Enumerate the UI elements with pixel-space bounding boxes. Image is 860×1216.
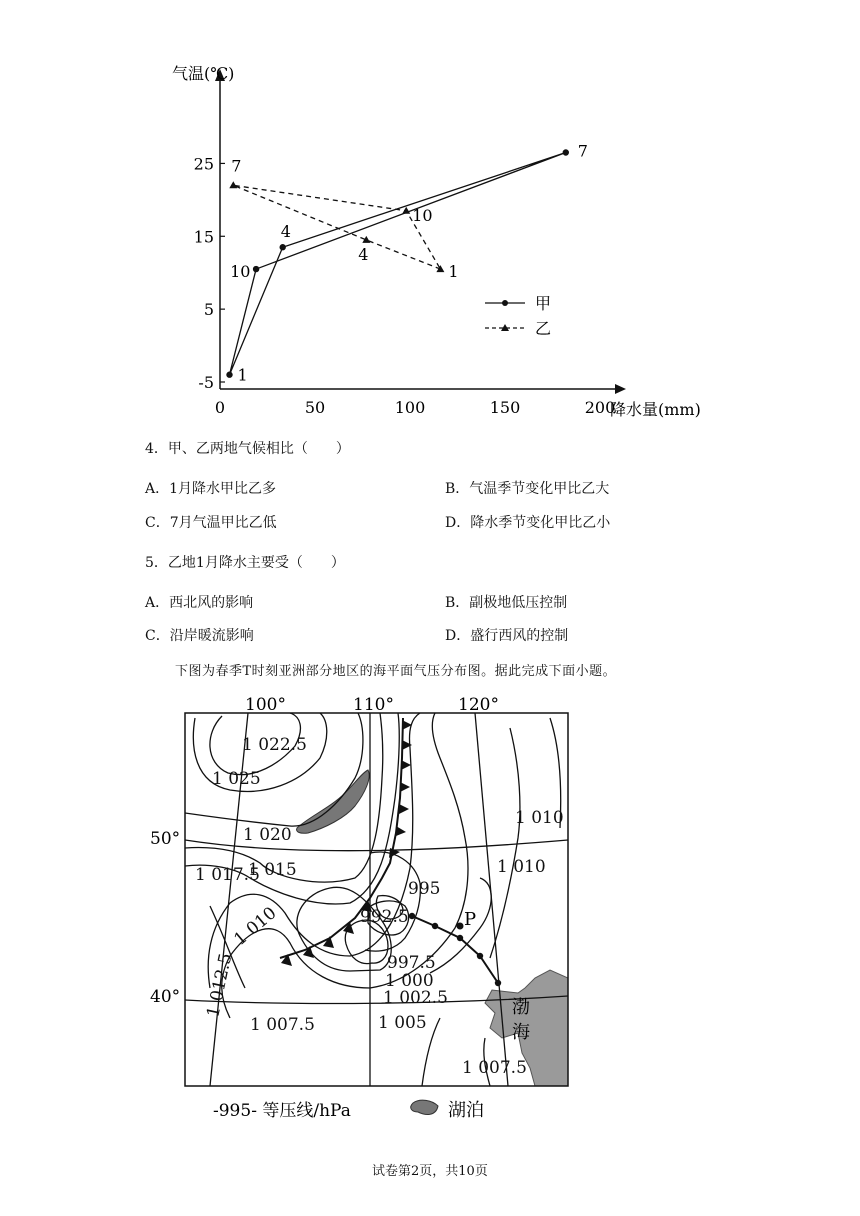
q5-option-b[interactable]: B．副极地低压控制 <box>445 595 568 611</box>
legend-lake: 湖泊 <box>448 1100 484 1121</box>
data-point-yi <box>229 181 237 188</box>
q4-option-b[interactable]: B．气温季节变化甲比乙大 <box>445 481 610 497</box>
legend-lake-swatch <box>411 1100 438 1114</box>
x-tick-label: 150 <box>489 398 521 417</box>
data-point-jia <box>253 266 259 272</box>
series-line-yi <box>233 185 440 269</box>
y-axis-label: 气温(℃) <box>172 64 235 83</box>
month-label: 1 <box>448 262 459 282</box>
month-label: 10 <box>230 262 251 282</box>
pressure-map <box>150 688 580 1128</box>
isobar-label: 1 017.5 <box>195 865 260 885</box>
legend-isobar: -995- 等压线/hPa <box>213 1101 351 1121</box>
lat-label-40: 40° <box>150 987 181 1007</box>
isobar-label: 1 015 <box>248 860 297 880</box>
q4-option-a[interactable]: A．1月降水甲比乙多 <box>145 481 277 497</box>
series-line-jia <box>230 153 566 375</box>
x-tick-label: 100 <box>394 398 426 417</box>
x-tick-label: 200 <box>584 398 616 417</box>
isobar-label: 997.5 <box>387 953 436 973</box>
isobar-label: 1 020 <box>243 825 292 845</box>
x-axis-arrow <box>615 384 626 394</box>
lat-label-50: 50° <box>150 829 181 849</box>
month-label: 10 <box>412 205 433 225</box>
isobar-label: 1 005 <box>378 1013 427 1033</box>
lon-label-110: 110° <box>353 695 394 715</box>
isobar-label: 1 007.5 <box>250 1015 315 1035</box>
y-tick-label: 15 <box>193 227 214 247</box>
y-tick-label: 25 <box>193 154 214 174</box>
isobar-label: 1 012.5 <box>203 951 237 1020</box>
q4-option-d[interactable]: D．降水季节变化甲比乙小 <box>445 515 611 531</box>
month-label: 7 <box>231 156 242 176</box>
x-tick-label: 0 <box>214 398 226 417</box>
isobar-label: 992.5 <box>360 907 409 927</box>
lon-label-120: 120° <box>458 695 499 715</box>
isobar-label: 995 <box>408 879 441 899</box>
q5-option-a[interactable]: A．西北风的影响 <box>145 595 254 611</box>
y-tick-label: 5 <box>203 300 214 320</box>
month-label: 1 <box>237 365 248 385</box>
legend-label-jia: 甲 <box>535 294 552 313</box>
climate-chart <box>150 55 750 430</box>
x-tick-label: 50 <box>304 398 326 417</box>
q5-option-c[interactable]: C．沿岸暖流影响 <box>145 628 254 644</box>
data-point-jia <box>563 149 569 155</box>
bohai-label-2: 海 <box>512 1022 530 1043</box>
page-footer: 试卷第2页，共10页 <box>372 1164 488 1179</box>
question-5-stem: 5．乙地1月降水主要受（ ） <box>145 555 345 571</box>
y-tick-label: -5 <box>198 373 214 392</box>
isobar-label: 1 022.5 <box>242 735 307 755</box>
data-point-yi <box>402 207 410 214</box>
bohai-label-1: 渤 <box>512 997 530 1018</box>
question-4-stem: 4．甲、乙两地气候相比（ ） <box>145 441 350 457</box>
legend-label-yi: 乙 <box>535 319 552 338</box>
month-label: 4 <box>280 222 291 242</box>
data-point-jia <box>226 372 232 378</box>
q5-option-d[interactable]: D．盛行西风的控制 <box>445 628 569 644</box>
data-point-jia <box>280 244 286 250</box>
month-label: 4 <box>358 244 369 264</box>
isobar-label: 1 007.5 <box>462 1058 527 1078</box>
isobar-label: 1 010 <box>515 808 564 828</box>
x-axis-label: 降水量(mm) <box>610 400 701 419</box>
q4-option-c[interactable]: C．7月气温甲比乙低 <box>145 515 277 531</box>
isobar-label: 1 025 <box>212 769 261 789</box>
chart-legend <box>485 294 551 338</box>
point-p-marker <box>457 923 464 930</box>
lon-label-100: 100° <box>245 695 286 715</box>
map-intro: 下图为春季T时刻亚洲部分地区的海平面气压分布图。据此完成下面小题。 <box>175 664 617 679</box>
isobar-label: 1 000 <box>385 971 434 991</box>
isobar-label: 1 010 <box>497 857 546 877</box>
isobar-label: 1 002.5 <box>383 988 448 1008</box>
isobar-label: 1 010 <box>230 903 281 950</box>
point-p-label: P <box>464 909 477 930</box>
month-label: 7 <box>577 141 588 161</box>
